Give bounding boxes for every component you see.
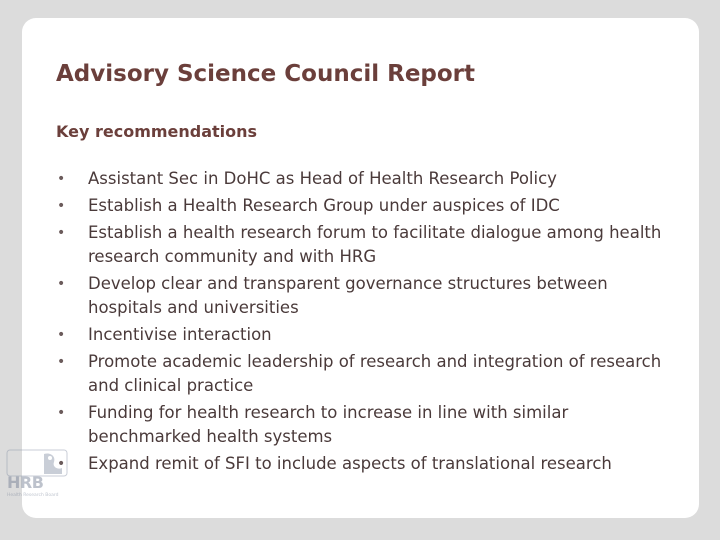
bullet-icon: • xyxy=(57,405,66,421)
list-item-text: Expand remit of SFI to include aspects of translational research xyxy=(88,454,612,473)
slide-subtitle: Key recommendations xyxy=(56,122,258,141)
list-item-text: Assistant Sec in DoHC as Head of Health Research Policy xyxy=(88,169,557,188)
logo-tagline: Health Research Board xyxy=(7,493,59,498)
list-item xyxy=(57,350,677,398)
list-item xyxy=(57,272,677,320)
bullet-icon: • xyxy=(57,171,66,187)
list-item-text: Incentivise interaction xyxy=(88,325,272,344)
list-item-text: Promote academic leadership of research and integration of research and clinical practice xyxy=(88,352,662,395)
list-item xyxy=(57,167,677,191)
slide xyxy=(22,18,699,518)
hrb-logo xyxy=(4,448,70,502)
bullet-icon: • xyxy=(57,276,66,292)
slide-title: Advisory Science Council Report xyxy=(56,61,476,87)
list-item xyxy=(57,323,677,347)
bullet-icon: • xyxy=(57,225,66,241)
logo-wordmark: HRB xyxy=(7,473,44,492)
list-item xyxy=(57,221,677,269)
bullet-icon: • xyxy=(57,456,66,472)
recommendations-list xyxy=(57,167,677,479)
list-item xyxy=(57,452,677,476)
list-item-text: Establish a Health Research Group under auspices of IDC xyxy=(88,196,560,215)
bullet-icon: • xyxy=(57,354,66,370)
list-item-text: Funding for health research to increase in line with similar benchmarked health systems xyxy=(88,403,569,446)
list-item-text: Establish a health research forum to facilitate dialogue among health research community and with HRG xyxy=(88,223,662,266)
bullet-icon: • xyxy=(57,327,66,343)
list-item xyxy=(57,401,677,449)
bullet-icon: • xyxy=(57,198,66,214)
list-item-text: Develop clear and transparent governance structures between hospitals and universities xyxy=(88,274,608,317)
list-item xyxy=(57,194,677,218)
